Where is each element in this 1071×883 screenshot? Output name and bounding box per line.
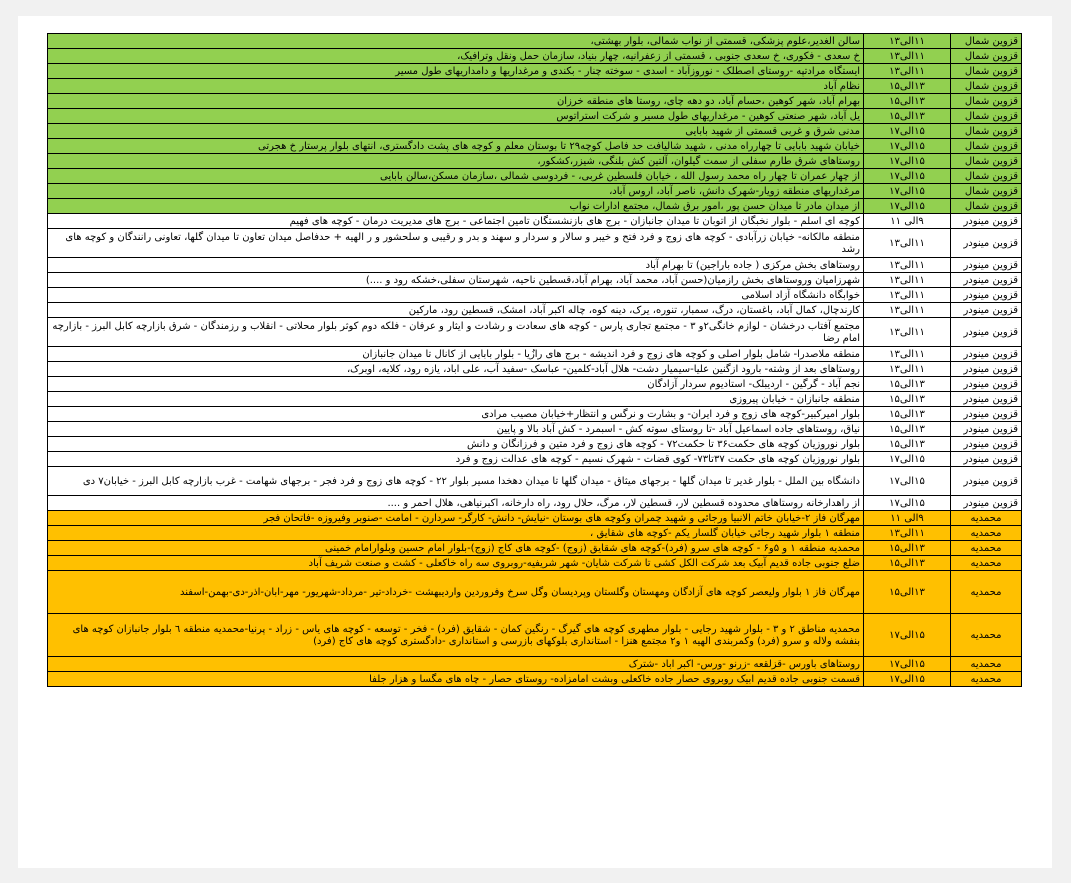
region-cell: قزوین مینودر [951, 407, 1022, 422]
region-cell: قزوین مینودر [951, 437, 1022, 452]
table-row [48, 109, 1022, 124]
time-cell: ۱۳الی۱۵ [864, 407, 951, 422]
area-cell: محمدیه منطقه ۱ و ۵و۶ - کوچه های سرو (فرد)-کوچه های شقایق (زوج) -کوچه های کاج (زوج)-بلوار امام حسین وبلوارامام خمینی [48, 541, 864, 556]
table-row [48, 362, 1022, 377]
time-cell: ۱۱الی۱۳ [864, 49, 951, 64]
area-cell: خیابان شهید بابایی تا چهارراه مدنی ، شهید شالیافت حد فاصل کوچه۲۹ تا بوستان معلم و کوچه های پشت دادگستری، انتهای بلوار پرستار خ هجرتی [48, 139, 864, 154]
outage-schedule-table [47, 33, 1022, 687]
region-cell: قزوین مینودر [951, 452, 1022, 467]
region-cell: قزوین مینودر [951, 362, 1022, 377]
table-row [48, 467, 1022, 496]
table-row [48, 407, 1022, 422]
region-cell: قزوین شمال [951, 154, 1022, 169]
time-cell: ۱۵الی۱۷ [864, 154, 951, 169]
area-cell: کارندچال، کمال آباد، باغستان، درگ، سمبار، تنوره، یرک، دینه کوه، چاله اکبر آباد، امشک، قسطین رود، مارکین [48, 303, 864, 318]
region-cell: قزوین مینودر [951, 347, 1022, 362]
time-cell: ۱۳الی۱۵ [864, 571, 951, 614]
table-row [48, 94, 1022, 109]
time-cell: ۱۱الی۱۳ [864, 526, 951, 541]
table-row [48, 511, 1022, 526]
area-cell: خوابگاه دانشگاه آزاد اسلامی [48, 288, 864, 303]
area-cell: بلوار نوروزیان کوچه های حکمت ۳۷تا۷۳- کوی قضات - شهرک نسیم - کوچه های عدالت زوج و فرد [48, 452, 864, 467]
time-cell: ۱۳الی۱۵ [864, 377, 951, 392]
table-row [48, 273, 1022, 288]
region-cell: محمدیه [951, 556, 1022, 571]
area-cell: روستاهای شرق طارم سفلی از سمت گیلوان، آلتین کش بلنگی، شیزر،کشکور، [48, 154, 864, 169]
region-cell: قزوین شمال [951, 124, 1022, 139]
area-cell: منطقه جانبازان - خیابان پیروزی [48, 392, 864, 407]
time-cell: ۱۵الی۱۷ [864, 139, 951, 154]
area-cell: یل آباد، شهر صنعتی کوهین - مرغداریهای طول مسیر و شرکت استراتوس [48, 109, 864, 124]
area-cell: منطقه مالکانه- خیابان زرآبادی - کوچه های زوج و فرد فتح و خیبر و سالار و سردار و سهند و بدر و رقیبی و سلحشور و ر الهیه + حدفاصل میدان تعاون تا میدان گلها، تعاونی رانندگان و کوچه های رشد [48, 229, 864, 258]
time-cell: ۱۵الی۱۷ [864, 124, 951, 139]
table-row [48, 541, 1022, 556]
time-cell: ۱۵الی۱۷ [864, 614, 951, 657]
region-cell: قزوین شمال [951, 94, 1022, 109]
table-row [48, 526, 1022, 541]
time-cell: ۱۱الی۱۳ [864, 273, 951, 288]
table-row [48, 452, 1022, 467]
time-cell: ۱۱الی۱۳ [864, 303, 951, 318]
area-cell: خ سعدی - فکوری، خ سعدی جنوبی ، قسمتی از زعفرانیه، چهار بنیاد، سازمان حمل ونقل وترافیک، [48, 49, 864, 64]
table-row [48, 392, 1022, 407]
table-row [48, 124, 1022, 139]
time-cell: ۱۵الی۱۷ [864, 467, 951, 496]
time-cell: ۱۳الی۱۵ [864, 94, 951, 109]
table-row [48, 657, 1022, 672]
region-cell: قزوین شمال [951, 109, 1022, 124]
region-cell: قزوین شمال [951, 64, 1022, 79]
table-row [48, 303, 1022, 318]
time-cell: ۱۳الی۱۵ [864, 109, 951, 124]
area-cell: کوچه ای اسلم - بلوار نخبگان از اتوبان تا میدان جانبازان - برج های بازنشستگان تامین اجتماعی - برج های مدیریت درمان - کوچه های فهیم [48, 214, 864, 229]
table-row [48, 49, 1022, 64]
region-cell: قزوین مینودر [951, 288, 1022, 303]
table-row [48, 672, 1022, 687]
region-cell: قزوین شمال [951, 79, 1022, 94]
area-cell: مرغداریهای منطقه زویار-شهرک دانش، ناصر آباد، اروس آباد، [48, 184, 864, 199]
time-cell: ۱۱الی۱۳ [864, 318, 951, 347]
region-cell: قزوین مینودر [951, 258, 1022, 273]
table-row [48, 79, 1022, 94]
region-cell: محمدیه [951, 657, 1022, 672]
time-cell: ۹الی ۱۱ [864, 511, 951, 526]
time-cell: ۱۵الی۱۷ [864, 496, 951, 511]
area-cell: روستاهای بعد از وشته- بارود ازگنین علیا-سیمیار دشت- هلال آباد-کلمین- عباسک -سفید آب، علی اباد، یازه رود، کلایه، اوبرک، [48, 362, 864, 377]
region-cell: قزوین مینودر [951, 318, 1022, 347]
area-cell: بلوار نوروزیان کوچه های حکمت۳۶ تا حکمت۷۲ - کوچه های زوج و فرد متین و فرزانگان و دانش [48, 437, 864, 452]
time-cell: ۱۳الی۱۵ [864, 437, 951, 452]
region-cell: قزوین مینودر [951, 377, 1022, 392]
time-cell: ۱۱الی۱۳ [864, 34, 951, 49]
region-cell: قزوین مینودر [951, 229, 1022, 258]
table-row [48, 347, 1022, 362]
area-cell: از راهدارخانه روستاهای محدوده قسطین لار، قسطین لار، مرگ، حلال رود، راه دارخانه، اکبرنیاهی، هلال احمر و .... [48, 496, 864, 511]
time-cell: ۱۳الی۱۵ [864, 422, 951, 437]
area-cell: بهرام آباد، شهر کوهین ،حسام آباد، دو دهه چای، روستا های منطقه خرزان [48, 94, 864, 109]
area-cell: دانشگاه بین الملل - بلوار غدیر تا میدان گلها - برجهای میثاق - میدان گلها تا میدان دهخدا مسیر بلوار ۲۲ - کوچه های زوج و فرد فجر - برجهای شهامت - غرب بازارچه کابل البرز - خیابان۷ دی [48, 467, 864, 496]
table-row [48, 496, 1022, 511]
table-row [48, 556, 1022, 571]
table-row [48, 139, 1022, 154]
area-cell: منطقه ملاصدرا- شامل بلوار اصلی و کوچه های زوج و فرد اندیشه - برج های رازُیا - بلوار بابایی از کانال تا میدان جانبازان [48, 347, 864, 362]
region-cell: قزوین مینودر [951, 214, 1022, 229]
time-cell: ۱۵الی۱۷ [864, 672, 951, 687]
time-cell: ۱۵الی۱۷ [864, 199, 951, 214]
table-row [48, 614, 1022, 657]
area-cell: بلوار امیرکبیر-کوچه های زوج و فرد ایران- و بشارت و نرگس و انتظار+خیابان مصیب مرادی [48, 407, 864, 422]
table-row [48, 288, 1022, 303]
time-cell: ۱۳الی۱۵ [864, 541, 951, 556]
document-sheet [18, 16, 1052, 868]
time-cell: ۱۵الی۱۷ [864, 169, 951, 184]
region-cell: قزوین مینودر [951, 467, 1022, 496]
table-row [48, 318, 1022, 347]
time-cell: ۱۱الی۱۳ [864, 347, 951, 362]
table-row [48, 229, 1022, 258]
region-cell: قزوین شمال [951, 34, 1022, 49]
region-cell: محمدیه [951, 571, 1022, 614]
region-cell: قزوین مینودر [951, 496, 1022, 511]
table-row [48, 169, 1022, 184]
area-cell: نجم آباد - گرگین - اردیبلک- استادیوم سردار آزادگان [48, 377, 864, 392]
time-cell: ۱۱الی۱۳ [864, 362, 951, 377]
region-cell: قزوین شمال [951, 49, 1022, 64]
table-row [48, 214, 1022, 229]
table-row [48, 258, 1022, 273]
table-row [48, 437, 1022, 452]
area-cell: ضلع جنوبی جاده قدیم آبیک بعد شرکت الکل کشی تا شرکت شایان- شهر شریفیه-روبروی سه راه خاکعلی - کشت و صنعت شریف آباد [48, 556, 864, 571]
time-cell: ۱۳الی۱۵ [864, 556, 951, 571]
table-row [48, 422, 1022, 437]
table-row [48, 154, 1022, 169]
region-cell: قزوین مینودر [951, 422, 1022, 437]
area-cell: نیاق، روستاهای جاده اسماعیل آباد -تا روستای سوته کش - اسبمرد - کش آباد بالا و پایین [48, 422, 864, 437]
region-cell: قزوین شمال [951, 139, 1022, 154]
time-cell: ۹الی ۱۱ [864, 214, 951, 229]
area-cell: روستاهای باورس -قزلقعه -زرنو -ورس- اکبر اباد -شترک [48, 657, 864, 672]
region-cell: قزوین شمال [951, 169, 1022, 184]
area-cell: از چهار عمران تا چهار راه محمد رسول الله ، خیابان فلسطین غربی، - فردوسی شمالی ،سازمان مسکن،سالن بابایی [48, 169, 864, 184]
region-cell: قزوین شمال [951, 199, 1022, 214]
area-cell: مجتمع آفتاب درخشان - لوازم خانگی۲و ۳ - مجتمع تجاری پارس - کوچه های سعادت و رشادت و ایثار و عرفان - فلکه دوم کوثر بلوار محلاتی - انقلاب و رزمندگان - شرق بازارچه کابل البرز - بازارچه امام رضا [48, 318, 864, 347]
time-cell: ۱۱الی۱۳ [864, 229, 951, 258]
area-cell: مدنی شرق و غربی قسمتی از شهید بابایی [48, 124, 864, 139]
time-cell: ۱۵الی۱۷ [864, 452, 951, 467]
area-cell: روستاهای بخش مرکزی ( جاده باراجین) تا بهرام آباد [48, 258, 864, 273]
area-cell: مهرگان فاز ۱ بلوار ولیعصر کوچه های آزادگان ومهستان وگلستان وپردیسان وگل سرخ وفروردین واردیبهشت -خرداد-تیر -مرداد-شهریور- مهر-ابان-اذر-دی-بهمن-اسفند [48, 571, 864, 614]
region-cell: قزوین شمال [951, 184, 1022, 199]
area-cell: قسمت جنوبی جاده قدیم ابیک روبروی حصار جاده خاکعلی وبشت امامزاده- روستای حصار - چاه های مگسا و هزار جلفا [48, 672, 864, 687]
area-cell: ایستگاه مرادتپه -روستای اصطلک - نوروزآباد - اسدی - سوخته چنار - بکندی و مرغداریها و دامداریهای طول مسیر [48, 64, 864, 79]
time-cell: ۱۱الی۱۳ [864, 64, 951, 79]
time-cell: ۱۱الی۱۳ [864, 288, 951, 303]
area-cell: سالن الغدیر،علوم پزشکی، قسمتی از نواب شمالی، بلوار بهشتی، [48, 34, 864, 49]
table-row [48, 64, 1022, 79]
table-row [48, 377, 1022, 392]
region-cell: قزوین مینودر [951, 303, 1022, 318]
region-cell: محمدیه [951, 541, 1022, 556]
region-cell: قزوین مینودر [951, 273, 1022, 288]
area-cell: از میدان مادر تا میدان حسن پور ،امور برق شمال، مجتمع ادارات نواب [48, 199, 864, 214]
time-cell: ۱۱الی۱۳ [864, 258, 951, 273]
region-cell: محمدیه [951, 614, 1022, 657]
table-row [48, 199, 1022, 214]
table-row [48, 34, 1022, 49]
area-cell: نظام آباد [48, 79, 864, 94]
time-cell: ۱۵الی۱۷ [864, 184, 951, 199]
region-cell: قزوین مینودر [951, 392, 1022, 407]
table-body [48, 34, 1022, 687]
time-cell: ۱۵الی۱۷ [864, 657, 951, 672]
area-cell: منطقه ۱ بلوار شهید رجائی خیابان گلسار یکم -کوچه های شقایق ، [48, 526, 864, 541]
time-cell: ۱۳الی۱۵ [864, 79, 951, 94]
area-cell: محمدیه مناطق ۲ و ۳ - بلوار شهید رجایی - بلوار مطهری کوچه های گیرگ - رنگین کمان - شقایق (فرد) - فخر - توسعه - کوچه های یاس - زراد - پرنیا-محمدیه منطقه ٦ بلوار جانبازان کوچه های بنفشه ولاله و سرو (فرد) وکمربندی الهیه ۱ و۲ مجتمع هنزا - استانداری بلوکهای بازرسی و استانداری -دادگستری کوچه های کاج (فرد) [48, 614, 864, 657]
region-cell: محمدیه [951, 511, 1022, 526]
region-cell: محمدیه [951, 672, 1022, 687]
area-cell: مهرگان فاز ۲-خیابان خاتم الانبیا ورجائی و شهید چمران وکوچه های بوستان -نیایش- دانش- کارگر- سردارن - امامت -صنوبر وفیروزه -فاتحان فجر [48, 511, 864, 526]
table-row [48, 571, 1022, 614]
area-cell: شهرزامیان وروستاهای بخش رازمیان(حسن آباد، محمد آباد، بهرام آباد،قسطین ناحیه، شهرستان سفلی،خشکه رود و ....) [48, 273, 864, 288]
table-row [48, 184, 1022, 199]
time-cell: ۱۳الی۱۵ [864, 392, 951, 407]
region-cell: محمدیه [951, 526, 1022, 541]
